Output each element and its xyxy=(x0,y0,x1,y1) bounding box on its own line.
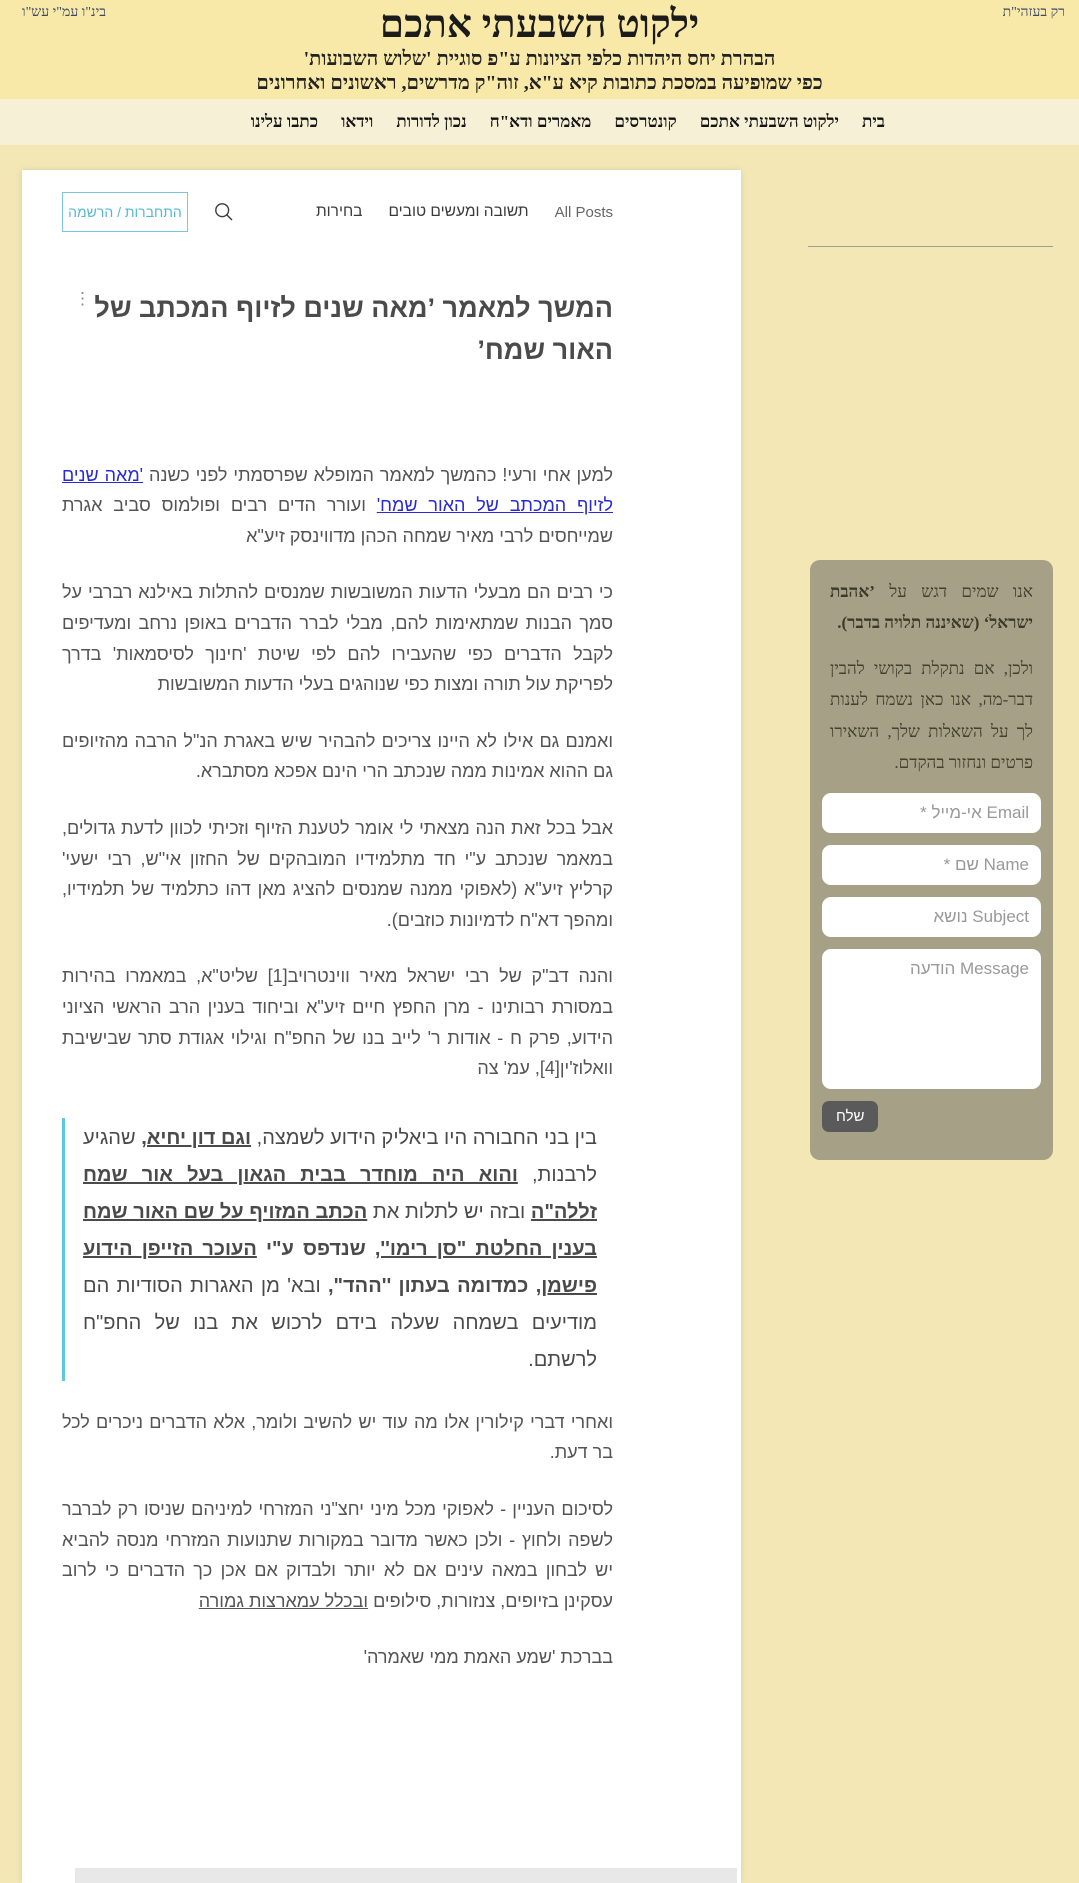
nav-item-2[interactable]: ילקוט השבעתי אתכם xyxy=(699,112,839,131)
toolbar-tab-2[interactable]: בחירות xyxy=(315,203,363,220)
content-area xyxy=(0,145,1079,1883)
vertical-ellipsis-icon[interactable]: ⋮ xyxy=(74,289,91,308)
post-title-row xyxy=(62,288,613,372)
text-segment: למען אחי ורעי! כהמשך למאמר המופלא שפרסמתי לפני כשנה xyxy=(143,464,613,485)
text-segment: אנו שמים דגש על xyxy=(874,582,1033,601)
text-segment: בין בני החבורה היו ביאליק הידוע לשמצה, xyxy=(251,1126,598,1149)
blog-card xyxy=(22,170,741,1883)
send-button[interactable]: שלח xyxy=(822,1101,878,1132)
nav-item-4[interactable]: מאמרים ודא"ח xyxy=(489,112,592,131)
toolbar-tab-1[interactable]: תשובה ומעשים טובים xyxy=(388,203,529,220)
email-field[interactable] xyxy=(822,793,1041,833)
text-segment: ואמנם גם אילו לא היינו צריכים להבהיר שיש באגרת הנ"ל הרבה מהזיופים גם ההוא אמינות ממה שנכתב הרי הינם אפכא מסתברא. xyxy=(62,730,613,782)
text-segment: ואחרי דברי קילורין אלו מה עוד יש להשיב ולומר, אלא הדברים ניכרים לכל בר דעת. xyxy=(62,1411,613,1463)
site-header xyxy=(0,0,1079,99)
toolbar-tabs xyxy=(316,203,529,221)
text-segment: אבל בכל זאת הנה מצאתי לי אומר לטענת הזיוף וזכיתי לכוון לדעת גדולים, במאמר שנכתב ע"י חד מתלמידיו המובהקים של החזון אי"ש, רבי ישעי' קרליץ זיע"א (לאפוקי ממנה שמנסים להציג מאן דהו כתלמיד של תלמידיו, ומהפך דא"ח לדמיונות כוזבים). xyxy=(62,818,613,930)
blog-toolbar xyxy=(62,192,613,232)
text-segment: הכתב המזויף על שם האור שמח בענין החלטת "סן רימו'', xyxy=(83,1200,597,1260)
text-segment: ובכלל עמארצות גמורה xyxy=(198,1590,369,1611)
post-paragraph xyxy=(62,726,613,787)
tab-all-posts[interactable]: All Posts xyxy=(554,203,613,221)
text-segment: והנה דב"ק של רבי ישראל מאיר ווינטרויב[1] שליט"א, במאמרו בהירות במסורת רבותינו - מרן החפץ חיים זיע"א וביחוד בענין הרב הראשי הציוני הידוע, פרק ח - אודות ר' לייב בנו של החפ"ח וגילוי אגודת סתר שבישיבת וואלוז'ין[4], עמ' צה xyxy=(62,966,613,1079)
post-paragraph xyxy=(62,577,613,699)
text-segment: וגם דון יחיא, xyxy=(141,1126,252,1149)
post-paragraph xyxy=(62,961,613,1083)
post-body xyxy=(62,460,613,1673)
name-field[interactable] xyxy=(822,845,1041,885)
text-segment: והוא היה מוחדר בבית הגאון בעל אור שמח זללה"ה xyxy=(83,1163,598,1223)
nav-item-7[interactable]: כתבו עלינו xyxy=(250,112,319,131)
nav-item-5[interactable]: נכון לדורות xyxy=(396,112,467,131)
post-title: המשך למאמר ’מאה שנים לזיוף המכתב של האור שמח’ xyxy=(94,293,613,365)
contact-note-intro xyxy=(830,576,1033,639)
post-paragraph xyxy=(62,813,613,935)
site-title[interactable]: ילקוט השבעתי אתכם xyxy=(379,3,700,46)
sidebar-divider xyxy=(808,246,1053,247)
post-quote xyxy=(62,1118,603,1381)
post-paragraph xyxy=(62,1494,613,1616)
message-field[interactable] xyxy=(822,949,1041,1089)
search-icon xyxy=(214,202,234,222)
text-segment: ’אהבת ישראל‘ (שאיננה תלויה בדבר). xyxy=(830,582,1033,633)
nav-item-1[interactable]: בית xyxy=(861,112,885,131)
text-segment: ובזה יש לתלות את xyxy=(367,1200,531,1223)
main-nav xyxy=(0,99,1079,145)
post-paragraph xyxy=(62,460,613,552)
text-segment: שהגיע לרבנות, xyxy=(83,1126,597,1186)
text-segment: לסיכום העניין - לאפוקי מכל מיני יחצ"ני המזרחי למיניהם שניסו רק לברבר לשפה ולחוץ - ולכן כאשר מדובר במקורות שתנועות המזרחי מנסה להביא יש לבחון במאה עינים אם לא יותר ולבדוק אם אכן כך הדברים כי לרוב עסקינן בזיופים, צנזורות, סילופים xyxy=(62,1498,613,1611)
site-subtitle-line1: הבהרת יחס היהדות כלפי הציונות ע"פ סוגיית 'שלוש השבועות' xyxy=(303,47,776,70)
nav-item-6[interactable]: וידאו xyxy=(341,112,374,131)
text-segment: כי רבים הם מבעלי הדעות המשובשות שמנסים להתלות באילנא רברבי על סמך הבנות שמתאימות להם, מבלי לברר הדברים באופן נרחב ומעדיפים לקבל הדברים כפי שהעבירו להם לפי שיטת 'חינוך לסיסמאות' בדרך לפריקת עול תורה ומצות כפי שנוהגים בעלי הדעות המשובשות xyxy=(62,582,613,695)
contact-note-body: ולכן, אם נתקלת בקושי להבין דבר-מה, אנו כאן נשמח לענות לך על השאלות שלך, השאירו פרטים ונחזור בהקדם. xyxy=(830,658,1033,773)
text-segment: כמדומה בעתון ''ההד", xyxy=(328,1274,536,1297)
send-row xyxy=(822,1101,1041,1132)
text-segment: שנדפס ע"י xyxy=(256,1237,375,1260)
post-image-top-edge xyxy=(75,1868,737,1883)
nav-item-3[interactable]: קונטרסים xyxy=(614,112,677,131)
post-link[interactable]: 'מאה שנים לזיוף המכתב של האור שמח' xyxy=(62,464,613,516)
post-paragraph xyxy=(62,1407,613,1468)
text-segment: העוכר הזייפן הידוע פישמן, xyxy=(83,1237,597,1297)
search-button[interactable] xyxy=(214,202,234,222)
post-paragraph xyxy=(62,1642,613,1673)
text-segment: בברכת 'שמע האמת ממי שאמרה' xyxy=(363,1647,613,1668)
subject-field[interactable] xyxy=(822,897,1041,937)
text-segment: ובא' מן האגרות הסודיות הם מודיעים בשמחה שעלה בידם לרכוש את בנו של החפ"ח לרשתם. xyxy=(83,1274,597,1371)
corner-text-left: בינ"ו עמ"י עש"ו xyxy=(22,5,107,20)
site-subtitle-line2: כפי שמופיעה במסכת כתובות קיא ע"א, זוה"ק מדרשים, ראשונים ואחרונים xyxy=(256,72,823,95)
contact-box xyxy=(810,560,1053,1160)
text-segment: ועורר הדים רבים ופולמוס סביב אגרת שמייחסים לרבי מאיר שמחה הכהן מדווינסק זיע"א xyxy=(62,495,613,546)
login-signup-button[interactable]: התחברות / הרשמה xyxy=(62,192,188,232)
corner-text-right: רק בעזהי"ת xyxy=(1002,5,1065,20)
